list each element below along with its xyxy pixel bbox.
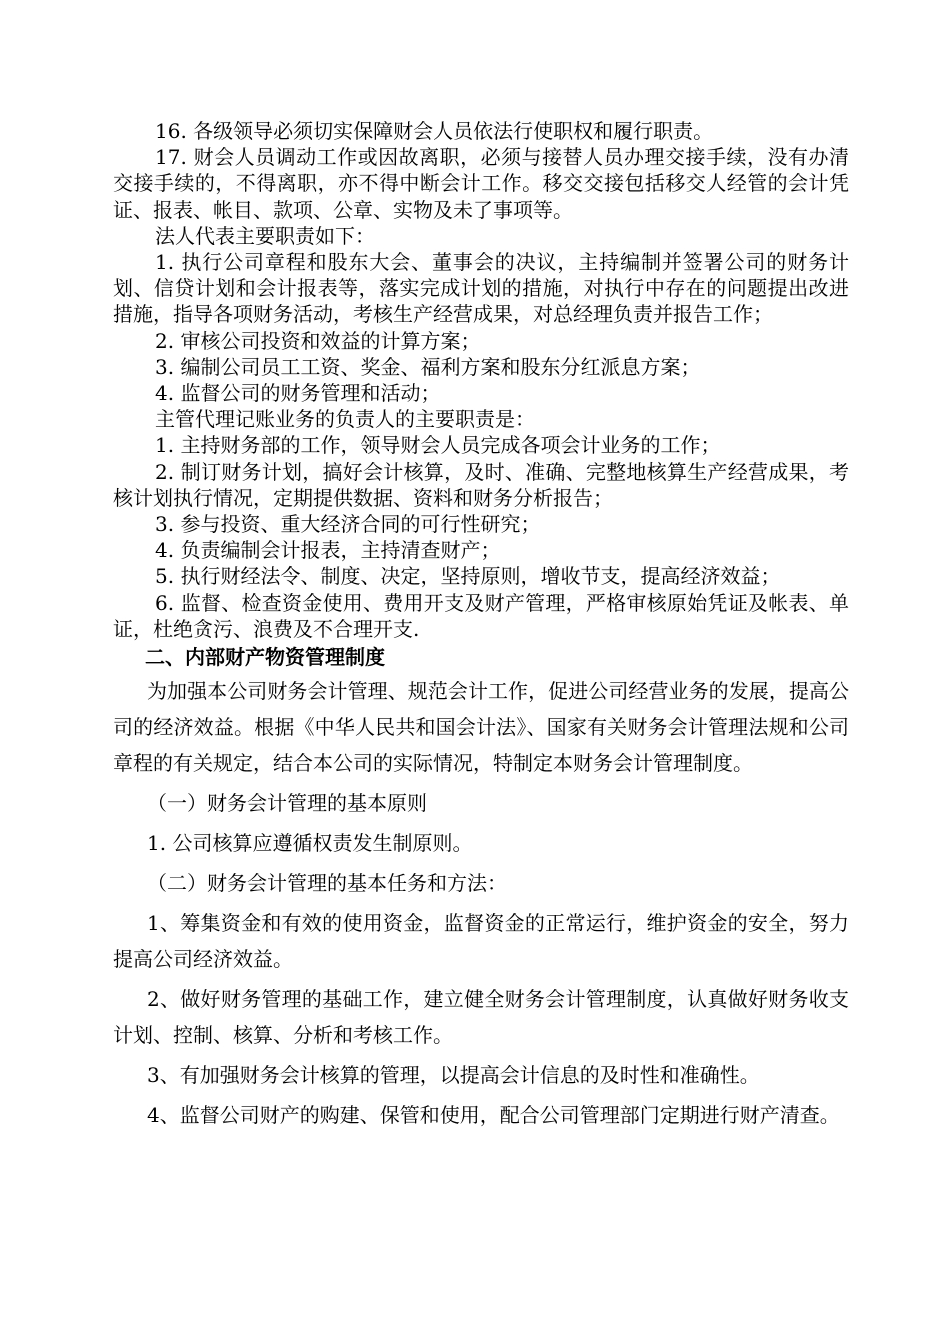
paragraph: 1. 执行公司章程和股东大会、董事会的决议，主持编制并签署公司的财务计划、信贷计划和会计报表等，落实完成计划的措施，对执行中存在的问题提出改进措施，指导各项财务活动，考核生产经营成果，对总经理负责并报告工作；	[113, 250, 849, 327]
paragraph: 1、筹集资金和有效的使用资金，监督资金的正常运行，维护资金的安全，努力提高公司经济效益。	[113, 911, 849, 972]
paragraph: 法人代表主要职责如下：	[155, 223, 375, 248]
duties-block	[113, 118, 849, 642]
section-heading: 二、内部财产物资管理制度	[145, 645, 385, 670]
subsection-heading: （一）财务会计管理的基本原则	[147, 791, 427, 816]
paragraph: 1. 公司核算应遵循权责发生制原则。	[147, 831, 473, 856]
paragraph: 4. 负责编制会计报表，主持清查财产；	[155, 538, 501, 563]
paragraph: 3、有加强财务会计核算的管理，以提高会计信息的及时性和准确性。	[147, 1063, 760, 1088]
paragraph: 5. 执行财经法令、制度、决定，坚持原则，增收节支，提高经济效益；	[155, 564, 781, 589]
paragraph: 4、监督公司财产的购建、保管和使用，配合公司管理部门定期进行财产清查。	[147, 1103, 840, 1128]
paragraph: 2、做好财务管理的基础工作，建立健全财务会计管理制度，认真做好财务收支计划、控制、核算、分析和考核工作。	[113, 987, 849, 1048]
paragraph: 17. 财会人员调动工作或因故离职，必须与接替人员办理交接手续，没有办清交接手续的，不得离职，亦不得中断会计工作。移交交接包括移交人经管的会计凭证、报表、帐目、款项、公章、实物及未了事项等。	[113, 145, 849, 222]
paragraph: 16. 各级领导必须切实保障财会人员依法行使职权和履行职责。	[155, 119, 714, 143]
paragraph: 2. 制订财务计划，搞好会计核算，及时、准确、完整地核算生产经营成果，考核计划执行情况，定期提供数据、资料和财务分析报告；	[113, 459, 849, 510]
paragraph: 4. 监督公司的财务管理和活动；	[155, 381, 441, 406]
subsection-heading: （二）财务会计管理的基本任务和方法：	[147, 871, 507, 896]
paragraph: 3. 编制公司员工工资、奖金、福利方案和股东分红派息方案；	[155, 354, 701, 379]
paragraph: 为加强本公司财务会计管理、规范会计工作，促进公司经营业务的发展，提高公司的经济效益。根据《中华人民共和国会计法》、国家有关财务会计管理法规和公司章程的有关规定，结合本公司的实际情况，特制定本财务会计管理制度。	[113, 679, 849, 776]
paragraph: 1. 主持财务部的工作，领导财会人员完成各项会计业务的工作；	[155, 433, 721, 458]
paragraph: 6. 监督、检查资金使用、费用开支及财产管理，严格审核原始凭证及帐表、单证，杜绝贪污、浪费及不合理开支.	[113, 590, 849, 641]
management-block	[113, 673, 849, 1133]
paragraph: 3. 参与投资、重大经济合同的可行性研究；	[155, 512, 541, 537]
paragraph: 主管代理记账业务的负责人的主要职责是：	[155, 407, 535, 432]
paragraph: 2. 审核公司投资和效益的计算方案；	[155, 328, 481, 353]
document-page	[113, 118, 849, 1137]
